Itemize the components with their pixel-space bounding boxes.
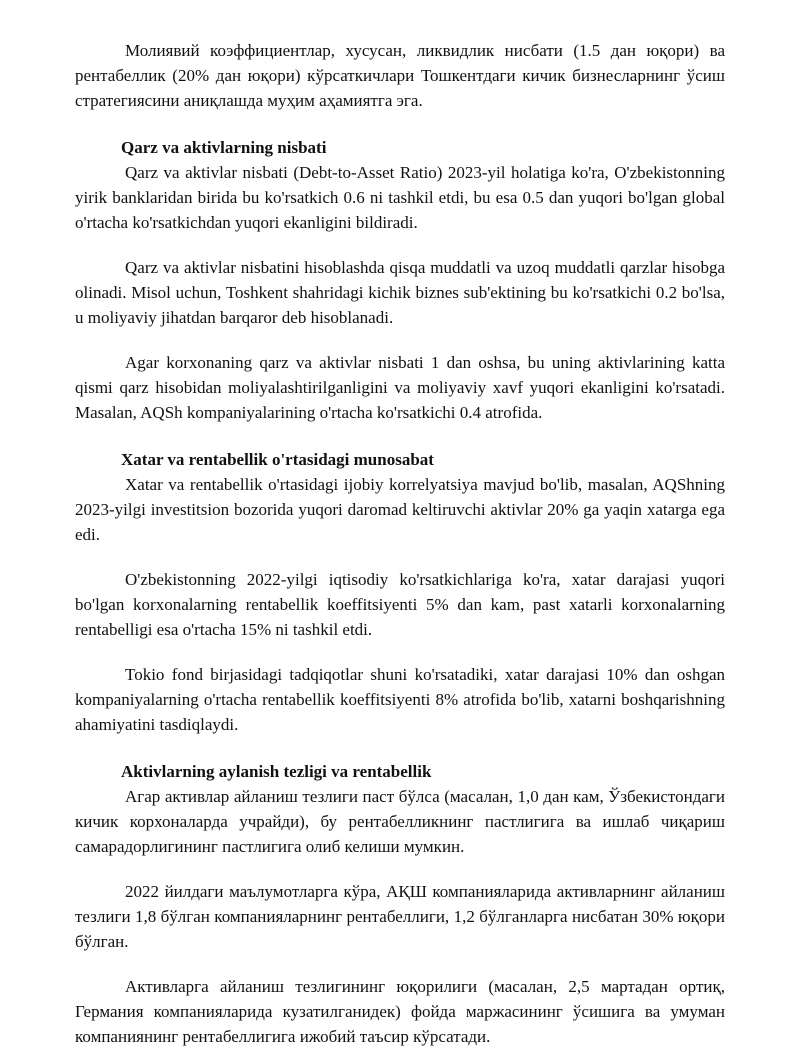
paragraph: Agar korxonaning qarz va aktivlar nisbati 1 dan oshsa, bu uning aktivlarining katta qismi qarz hisobidan moliyalashtirilganligini va moliyaviy xavf yuqori ekanligini ko'rsatadi. Masalan, AQSh kompaniyalarining o'rtacha ko'rsatkichi 0.4 atrofida. — [75, 353, 725, 422]
section-heading-debt-to-asset: Qarz va aktivlarning nisbati — [121, 138, 327, 157]
paragraph: Xatar va rentabellik o'rtasidagi ijobiy korrelyatsiya mavjud bo'lib, masalan, AQShning 2023-yilgi investitsion bozorida yuqori daromad keltiruvchi aktivlar 20% ga yaqin xatarga ega edi. — [75, 475, 725, 544]
section-heading-asset-turnover: Aktivlarning aylanish tezligi va rentabellik — [121, 762, 432, 781]
document-page — [75, 38, 725, 1049]
section-heading-risk-return: Xatar va rentabellik o'rtasidagi munosabat — [121, 450, 434, 469]
paragraph: Активларга айланиш тезлигининг юқорилиги (масалан, 2,5 мартадан ортиқ, Германия компанияларида кузатилганидек) фойда маржасининг ўсишига ва умуман компаниянинг рентабеллигига ижобий таъсир кўрсатади. — [75, 977, 725, 1046]
paragraph: Qarz va aktivlar nisbatini hisoblashda qisqa muddatli va uzoq muddatli qarzlar hisobga olinadi. Misol uchun, Toshkent shahridagi kichik biznes sub'ektining bu ko'rsatkichi 0.2 bo'lsa, u moliyaviy jihatdan barqaror deb hisoblanadi. — [75, 258, 725, 327]
paragraph: Tokio fond birjasidagi tadqiqotlar shuni ko'rsatadiki, xatar darajasi 10% dan oshgan kompaniyalarning o'rtacha rentabellik koeffitsiyenti 8% atrofida bo'lib, xatarni boshqarishning ahamiyatini tasdiqlaydi. — [75, 665, 725, 734]
intro-paragraph: Молиявий коэффициентлар, хусусан, ликвидлик нисбати (1.5 дан юқори) ва рентабеллик (20% дан юқори) кўрсаткичлари Тошкентдаги кичик бизнесларнинг ўсиш стратегиясини аниқлашда муҳим аҳамиятга эга. — [75, 41, 725, 110]
paragraph: Агар активлар айланиш тезлиги паст бўлса (масалан, 1,0 дан кам, Ўзбекистондаги кичик корхоналарда учрайди), бу рентабелликнинг пастлигига ва ишлаб чиқариш самарадорлигининг пастлигига олиб келиши мумкин. — [75, 787, 725, 856]
paragraph: Qarz va aktivlar nisbati (Debt-to-Asset Ratio) 2023-yil holatiga ko'ra, O'zbekistonning yirik banklaridan birida bu ko'rsatkich 0.6 ni tashkil etdi, bu esa 0.5 dan yuqori bo'lgan global o'rtacha ko'rsatkichdan yuqori ekanligini bildiradi. — [75, 163, 725, 232]
paragraph: 2022 йилдаги маълумотларга кўра, АҚШ компанияларида активларнинг айланиш тезлиги 1,8 бўлган компанияларнинг рентабеллиги, 1,2 бўлганларга нисбатан 30% юқори бўлган. — [75, 882, 725, 951]
paragraph: O'zbekistonning 2022-yilgi iqtisodiy ko'rsatkichlariga ko'ra, xatar darajasi yuqori bo'lgan korxonalarning rentabellik koeffitsiyenti 5% dan kam, past xatarli korxonalarning rentabelligi esa o'rtacha 15% ni tashkil etdi. — [75, 570, 725, 639]
